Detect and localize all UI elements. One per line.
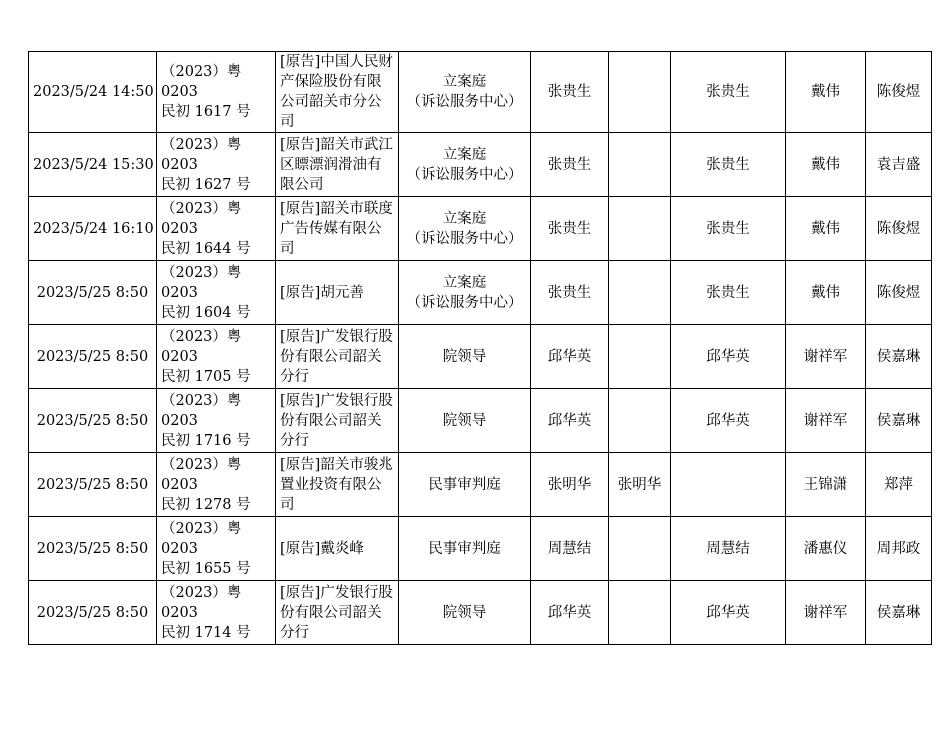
court-division-cell-line: （诉讼服务中心） — [406, 166, 523, 183]
court-division-cell-line: 院领导 — [442, 604, 487, 621]
table-row — [29, 581, 932, 645]
court-division-cell-line: 立案庭 — [442, 146, 487, 163]
hearing-time-cell: 2023/5/24 16:10 — [29, 197, 157, 261]
undertaking-judge-cell: 张贵生 — [671, 197, 786, 261]
court-division-cell-line: 民事审判庭 — [428, 540, 501, 557]
court-division-cell-line: 立案庭 — [442, 74, 487, 90]
case-number-cell-line: 民初 1278 号 — [161, 496, 251, 513]
undertaking-judge-cell: 张贵生 — [671, 261, 786, 325]
hearing-time-cell: 2023/5/24 14:50 — [29, 52, 157, 133]
court-division-cell-line: 立案庭 — [442, 274, 487, 291]
case-number-cell-line: （2023）粤 0203 — [161, 392, 242, 429]
hearing-time-cell: 2023/5/24 15:30 — [29, 133, 157, 197]
judge-assistant-cell: 谢祥军 — [786, 389, 866, 453]
judge-cell: 邱华英 — [531, 325, 609, 389]
court-division-cell — [399, 52, 531, 133]
case-number-cell-line: 民初 1655 号 — [161, 560, 251, 577]
judge-cell: 张贵生 — [531, 197, 609, 261]
judge-assistant-cell: 谢祥军 — [786, 325, 866, 389]
undertaking-judge-cell: 邱华英 — [671, 325, 786, 389]
table-row — [29, 325, 932, 389]
case-number-cell — [157, 389, 276, 453]
case-number-cell-line: （2023）粤 0203 — [161, 328, 242, 365]
court-division-cell-line: 院领导 — [442, 348, 487, 365]
court-division-cell — [399, 261, 531, 325]
case-number-cell — [157, 197, 276, 261]
case-number-cell — [157, 52, 276, 133]
court-division-cell — [399, 133, 531, 197]
clerk-cell: 郑萍 — [866, 453, 932, 517]
court-division-cell-line: 院领导 — [442, 412, 487, 429]
party-cell: [原告]戴炎峰 — [276, 517, 399, 581]
party-cell: [原告]韶关市武江区瞟漂润滑油有限公司 — [276, 133, 399, 197]
hearing-time-cell: 2023/5/25 8:50 — [29, 453, 157, 517]
case-number-cell-line: 民初 1617 号 — [161, 104, 251, 120]
case-number-cell — [157, 517, 276, 581]
hearing-time-cell: 2023/5/25 8:50 — [29, 581, 157, 645]
case-number-cell-line: （2023）粤 0203 — [161, 584, 242, 621]
judge-cell: 邱华英 — [531, 581, 609, 645]
case-number-cell-line: （2023）粤 0203 — [161, 64, 242, 100]
hearing-time-cell: 2023/5/25 8:50 — [29, 261, 157, 325]
undertaking-judge-cell: 张贵生 — [671, 133, 786, 197]
presiding-judge-cell — [609, 197, 671, 261]
undertaking-judge-cell: 张贵生 — [671, 52, 786, 133]
presiding-judge-cell — [609, 261, 671, 325]
hearing-time-cell: 2023/5/25 8:50 — [29, 517, 157, 581]
judge-cell: 张贵生 — [531, 133, 609, 197]
court-division-cell — [399, 581, 531, 645]
schedule-body — [29, 52, 932, 645]
presiding-judge-cell — [609, 517, 671, 581]
court-division-cell-line: 民事审判庭 — [428, 476, 501, 493]
case-number-cell-line: 民初 1604 号 — [161, 304, 251, 321]
court-division-cell-line: （诉讼服务中心） — [406, 94, 523, 110]
court-division-cell — [399, 517, 531, 581]
judge-cell: 周慧结 — [531, 517, 609, 581]
case-number-cell-line: 民初 1627 号 — [161, 176, 251, 193]
party-cell: [原告]韶关市联度广告传媒有限公司 — [276, 197, 399, 261]
undertaking-judge-cell: 周慧结 — [671, 517, 786, 581]
table-row — [29, 133, 932, 197]
case-number-cell — [157, 261, 276, 325]
presiding-judge-cell — [609, 581, 671, 645]
clerk-cell: 陈俊煜 — [866, 52, 932, 133]
court-division-cell-line: 立案庭 — [442, 210, 487, 227]
court-division-cell — [399, 325, 531, 389]
hearing-time-cell: 2023/5/25 8:50 — [29, 325, 157, 389]
party-cell: [原告]胡元善 — [276, 261, 399, 325]
court-division-cell — [399, 453, 531, 517]
case-number-cell-line: （2023）粤 0203 — [161, 136, 242, 173]
clerk-cell: 周邦政 — [866, 517, 932, 581]
judge-assistant-cell: 戴伟 — [786, 133, 866, 197]
case-number-cell-line: 民初 1716 号 — [161, 432, 251, 449]
case-number-cell-line: （2023）粤 0203 — [161, 456, 242, 493]
hearing-time-cell: 2023/5/25 8:50 — [29, 389, 157, 453]
party-cell: [原告]广发银行股份有限公司韶关分行 — [276, 389, 399, 453]
case-number-cell — [157, 581, 276, 645]
undertaking-judge-cell: 邱华英 — [671, 389, 786, 453]
clerk-cell: 陈俊煜 — [866, 261, 932, 325]
undertaking-judge-cell — [671, 453, 786, 517]
court-division-cell — [399, 197, 531, 261]
party-cell: [原告]韶关市骏兆置业投资有限公司 — [276, 453, 399, 517]
case-number-cell-line: （2023）粤 0203 — [161, 264, 242, 301]
table-row — [29, 261, 932, 325]
clerk-cell: 袁吉盛 — [866, 133, 932, 197]
case-number-cell-line: 民初 1705 号 — [161, 368, 251, 385]
judge-cell: 邱华英 — [531, 389, 609, 453]
judge-cell: 张贵生 — [531, 261, 609, 325]
case-number-cell — [157, 325, 276, 389]
clerk-cell: 侯嘉琳 — [866, 325, 932, 389]
judge-cell: 张明华 — [531, 453, 609, 517]
case-number-cell-line: （2023）粤 0203 — [161, 520, 242, 557]
case-number-cell-line: 民初 1714 号 — [161, 624, 251, 641]
table-row — [29, 517, 932, 581]
party-cell: [原告]广发银行股份有限公司韶关分行 — [276, 325, 399, 389]
presiding-judge-cell — [609, 52, 671, 133]
judge-assistant-cell: 戴伟 — [786, 197, 866, 261]
presiding-judge-cell — [609, 389, 671, 453]
judge-assistant-cell: 戴伟 — [786, 261, 866, 325]
case-number-cell — [157, 133, 276, 197]
presiding-judge-cell — [609, 133, 671, 197]
case-number-cell — [157, 453, 276, 517]
clerk-cell: 侯嘉琳 — [866, 581, 932, 645]
judge-assistant-cell: 潘惠仪 — [786, 517, 866, 581]
judge-assistant-cell: 王锦潇 — [786, 453, 866, 517]
table-row — [29, 52, 932, 133]
judge-assistant-cell: 戴伟 — [786, 52, 866, 133]
party-cell: [原告]中国人民财产保险股份有限公司韶关市分公司 — [276, 52, 399, 133]
table-row — [29, 197, 932, 261]
undertaking-judge-cell: 邱华英 — [671, 581, 786, 645]
clerk-cell: 陈俊煜 — [866, 197, 932, 261]
table-row — [29, 389, 932, 453]
court-division-cell-line: （诉讼服务中心） — [406, 230, 523, 247]
presiding-judge-cell: 张明华 — [609, 453, 671, 517]
hearing-schedule-table — [28, 51, 932, 645]
case-number-cell-line: （2023）粤 0203 — [161, 200, 242, 237]
table-row — [29, 453, 932, 517]
judge-cell: 张贵生 — [531, 52, 609, 133]
party-cell: [原告]广发银行股份有限公司韶关分行 — [276, 581, 399, 645]
clerk-cell: 侯嘉琳 — [866, 389, 932, 453]
case-number-cell-line: 民初 1644 号 — [161, 240, 251, 257]
judge-assistant-cell: 谢祥军 — [786, 581, 866, 645]
court-division-cell — [399, 389, 531, 453]
presiding-judge-cell — [609, 325, 671, 389]
court-division-cell-line: （诉讼服务中心） — [406, 294, 523, 311]
